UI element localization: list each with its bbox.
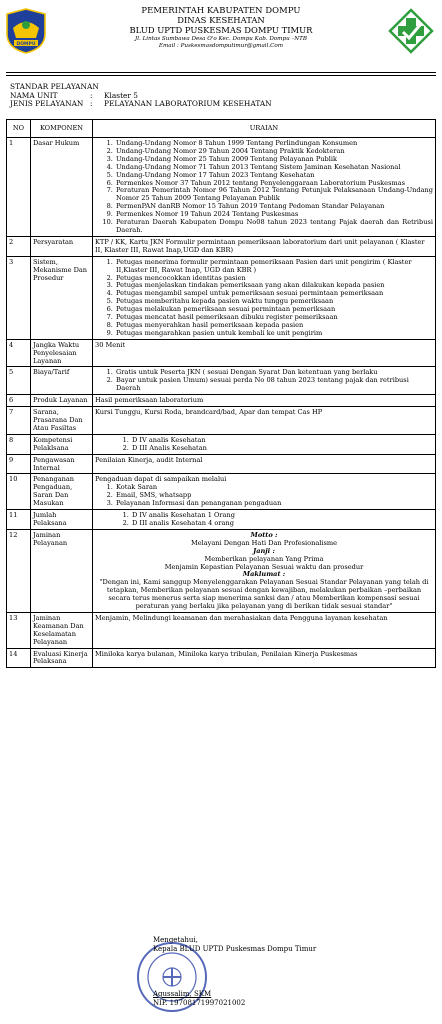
table-row: [7, 454, 436, 474]
table-row: [7, 529, 436, 612]
prosedur-list: [95, 259, 433, 338]
doc-title: STANDAR PELAYANAN: [10, 82, 99, 91]
motto-label: Motto :: [250, 530, 278, 539]
row-komponen: Pengawasan Internal: [31, 454, 93, 474]
sign-position: Kepala BLUD UPTD Puskesmas Dompu Timur: [153, 945, 317, 953]
table-row: [7, 612, 436, 648]
list-item: 9. Petugas mengarahkan pasien untuk kembali ke unit pengirim: [115, 330, 433, 338]
list-item: 8. Petugas menyerahkan hasil pemeriksaan kepada pasien: [115, 322, 433, 330]
row-uraian: [93, 256, 436, 339]
row-komponen: Kompetensi Pelaklsana: [31, 434, 93, 454]
row-uraian: Miniloka karya bulanan, Miniloka karya tribulan, Penilaian Kinerja Puskesmas: [93, 648, 436, 668]
row-uraian: Hasil pemeriksaan laboratorium: [93, 395, 436, 407]
kop-address: Jl. Lintas Sumbawa Desa O'o Kec. Dompu Kab. Dompu –NTB: [135, 36, 307, 42]
maklumat-text: "Dengan ini, Kami sanggup Menyelenggarakan Pelayanan Sesuai Standar Pelayanan yang telah di tetapkan, Memberikan pelayanan sesuai dengan kewajiban, melakukan perbaikan –perbaikan secara terus menerus serta siap menerima sanksi dan / atau Memberikan kompensasi sesuai peraturan yang berlaku jika pelayanan yang di berikan tidak sesuai standar": [99, 578, 429, 611]
row-uraian: [93, 529, 436, 612]
list-item: 1. D IV analis Kesehatan: [131, 437, 433, 445]
janji-line-1: Memberikan pelayanan Yang Prima: [204, 554, 324, 563]
dompu-regency-logo-icon: [5, 8, 47, 54]
jenis-value: PELAYANAN LABORATORIUM KESEHATAN: [104, 99, 272, 109]
row-komponen: Sarana, Prasarana Dan Atau Fasiltas: [31, 407, 93, 435]
list-item: 3. Undang-Undang Nomor 25 Tahun 2009 Tentang Pelayanan Publik: [115, 156, 433, 164]
row-komponen: Dasar Hukum: [31, 138, 93, 237]
list-item: 5. Undang-Undang Nomor 17 Tahun 2023 Tentang Kesehatan: [115, 172, 433, 180]
row-no: 12: [7, 529, 31, 612]
unit-value: Klaster 5: [104, 90, 139, 100]
row-komponen: Penanganan Pengaduan, Saran Dan Masukan: [31, 474, 93, 510]
table-row: [7, 648, 436, 668]
table-row: [7, 138, 436, 237]
jumlah-list: [95, 512, 433, 528]
dasar-hukum-list: [95, 140, 433, 235]
janji-line-2: Menjamin Kepastian Pelayanan Sesuai waktu dan prosedur: [164, 562, 364, 571]
jenis-colon: :: [90, 99, 93, 109]
letterhead: [0, 0, 442, 75]
list-item: 1. Petugas menerima formulir permintaan pemeriksaan Pasien dari unit pengirim ( Klaster II,Klaster III, Rawat Inap, UGD dan KBR ): [115, 259, 433, 275]
kop-line-2: DINAS KESEHATAN: [177, 15, 265, 25]
row-uraian: 30 Menit: [93, 339, 436, 367]
table-row: [7, 510, 436, 530]
list-item: 2. Undang-Undang Nomor 29 Tahun 2004 Tentang Praktik Kedokteran: [115, 148, 433, 156]
header-no: NO: [7, 120, 31, 138]
row-komponen: Sistem, Mekanisme Dan Prosedur: [31, 256, 93, 339]
row-no: 2: [7, 236, 31, 256]
unit-label: NAMA UNIT: [10, 90, 58, 100]
standard-table: [6, 119, 436, 668]
sign-nip: NIP. 19708171997021002: [153, 999, 246, 1007]
list-item: 2. D III analis Kesehatan 4 orang: [131, 520, 433, 528]
kop-line-3: BLUD UPTD PUSKESMAS DOMPU TIMUR: [129, 25, 313, 35]
janji-label: Janji :: [253, 546, 275, 555]
row-no: 3: [7, 256, 31, 339]
list-item: 9. Permenkes Nomor 19 Tahun 2024 Tentang Puskesmas: [115, 211, 433, 219]
row-no: 7: [7, 407, 31, 435]
row-no: 11: [7, 510, 31, 530]
jenis-row: [10, 100, 272, 109]
maklumat-label: Maklumat :: [242, 570, 286, 579]
row-komponen: Evaluasi Kinerja Pelaksana: [31, 648, 93, 668]
sign-name: Agussalim, SKM: [153, 990, 212, 998]
row-no: 1: [7, 138, 31, 237]
list-item: 8. PermenPAN danRB Nomor 15 Tahun 2019 Tentang Pedoman Standar Pelayanan: [115, 203, 433, 211]
row-uraian: Menjamin, Melindungi keamanan dan merahasiakan data Pengguna layanan kesehatan: [93, 612, 436, 648]
jenis-label: JENIS PELAYANAN: [10, 99, 84, 109]
sign-acknowledged: Mengetahui,: [153, 936, 198, 944]
list-item: 7. Peraturan Pemerintah Nomor 96 Tahun 2012 Tentang Petunjuk Pelaksanaan Undang-Undang Nomor 25 Tahun 2009 Tentang Pelayanan Publik: [115, 187, 433, 203]
table-row: [7, 236, 436, 256]
row-no: 6: [7, 395, 31, 407]
letterhead-rule-thin: [6, 75, 436, 76]
pengaduan-list: [95, 484, 433, 508]
unit-colon: :: [90, 90, 93, 100]
row-komponen: Jumlah Pelaksana: [31, 510, 93, 530]
list-item: 2. D III Analis Kesehatan: [131, 445, 433, 453]
table-row: [7, 474, 436, 510]
row-komponen: Jaminan Keamanan Dan Keselamatan Pelayanan: [31, 612, 93, 648]
list-item: 1. D IV analis Kesehatan 1 Orang: [131, 512, 433, 520]
row-uraian: KTP / KK, Kartu JKN Formulir permintaan pemeriksaan laboratorium dari unit pelayanan ( Klaster II, Klaster III, Rawat Inap,UGD dan KBR): [93, 236, 436, 256]
list-item: 2. Petugas mencocokkan identitas pasien: [115, 275, 433, 283]
list-item: 1. Kotak Saran: [115, 484, 433, 492]
row-uraian: [93, 367, 436, 395]
signature-block: [153, 936, 316, 1008]
list-item: 10. Peraturan Daerah Kabupaten Dompu No08 tahun 2023 tentang Pajak daerah dan Retribusi Daerah.: [115, 219, 433, 235]
document-meta: [10, 83, 272, 109]
table-header-row: [7, 120, 436, 138]
row-uraian: [93, 138, 436, 237]
row-komponen: Jangka Waktu Penyelesaian Layanan: [31, 339, 93, 367]
row-komponen: Persyaratan: [31, 236, 93, 256]
row-no: 9: [7, 454, 31, 474]
list-item: 6. Permenkes Nomor 37 Tahun 2012 tentang Penyelenggaraan Laboratorium Puskesmas: [115, 180, 433, 188]
row-no: 14: [7, 648, 31, 668]
biaya-list: [95, 369, 433, 393]
pengaduan-intro: Pengaduan dapat di sampaikan melalui: [95, 475, 227, 484]
list-item: 3. Pelayanan Informasi dan penanganan pengaduan: [115, 500, 433, 508]
list-item: 2. Email, SMS, whatsapp: [115, 492, 433, 500]
list-item: 6. Petugas melakukan pemeriksaan sesuai permintaan pemeriksaan: [115, 306, 433, 314]
motto-text: Melayani Dengan Hati Dan Profesionalisme: [190, 538, 338, 547]
row-no: 4: [7, 339, 31, 367]
table-row: [7, 256, 436, 339]
row-uraian: [93, 510, 436, 530]
row-no: 5: [7, 367, 31, 395]
table-row: [7, 395, 436, 407]
row-no: 13: [7, 612, 31, 648]
header-uraian: URAIAN: [93, 120, 436, 138]
row-komponen: Jaminan Pelayanan: [31, 529, 93, 612]
list-item: 4. Petugas mengambil sampel untuk pemeriksaan sesuai permintaan pemeriksaan: [115, 290, 433, 298]
row-uraian: Kursi Tunggu, Kursi Roda, brandcard/bad, Apar dan tempat Cas HP: [93, 407, 436, 435]
row-komponen: Biaya/Tarif: [31, 367, 93, 395]
puskesmas-cross-logo-icon: [388, 8, 434, 54]
list-item: 1. Undang-Undang Nomor 8 Tahun 1999 Tentang Perlindungan Konsumen: [115, 140, 433, 148]
header-komponen: KOMPONEN: [31, 120, 93, 138]
kompetensi-list: [95, 437, 433, 453]
list-item: 5. Petugas memberitahu kepada pasien waktu tunggu pemeriksaan: [115, 298, 433, 306]
kop-line-1: PEMERINTAH KABUPATEN DOMPU: [141, 5, 301, 15]
table-row: [7, 407, 436, 435]
list-item: 3. Petugas menjelaskan tindakan pemeriksaan yang akan dilakukan kepada pasien: [115, 282, 433, 290]
row-komponen: Produk Layanan: [31, 395, 93, 407]
logo-caption: DOMPU: [16, 42, 36, 47]
list-item: 2. Bayar untuk pasien Umum) sesuai perda No 08 tahun 2023 tentang pajak dan retribusi Daerah: [115, 377, 433, 393]
row-no: 8: [7, 434, 31, 454]
letterhead-rule-thick: [6, 72, 436, 73]
letterhead-text: [60, 5, 382, 50]
table-row: [7, 339, 436, 367]
table-row: [7, 367, 436, 395]
row-no: 10: [7, 474, 31, 510]
row-uraian: Penilaian Kinerja, audit Internal: [93, 454, 436, 474]
list-item: 4. Undang-Undang Nomor 71 Tahun 2013 Tentang Sistem Jaminan Kesehatan Nasional: [115, 164, 433, 172]
list-item: 7. Petugas mencatat hasil pemeriksaan dibuku register pemeriksaan: [115, 314, 433, 322]
row-uraian: [93, 474, 436, 510]
kop-email: Email : Puskesmasdomputimur@gmail.Com: [158, 43, 284, 49]
list-item: 1. Gratis untuk Peserta JKN ( sesuai Dengan Syarat Dan ketentuan yang berlaku: [115, 369, 433, 377]
table-row: [7, 434, 436, 454]
row-uraian: [93, 434, 436, 454]
